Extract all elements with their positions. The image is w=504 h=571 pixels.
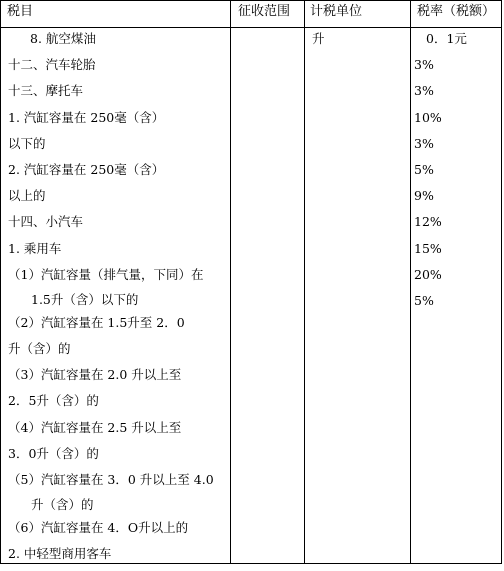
header-rate: 税率（税额） xyxy=(417,4,496,19)
item-line: 升（含）的 xyxy=(31,497,94,513)
item-line: 1. 汽缸容量在 250毫（含） xyxy=(8,109,165,125)
item-line: 十四、小汽车 xyxy=(8,214,84,230)
rate-value: 5% xyxy=(414,161,434,177)
item-line: 十二、汽车轮胎 xyxy=(8,57,96,73)
rate-value: 10% xyxy=(414,109,442,125)
rate-column xyxy=(414,29,467,317)
rate-value: 3% xyxy=(414,83,434,99)
header-item: 税目 xyxy=(7,4,34,19)
rate-value: 9% xyxy=(414,188,434,204)
item-line: （6）汽缸容量在 4．O升以上的 xyxy=(8,520,189,536)
item-line: （4）汽缸容量在 2.5 升以上至 xyxy=(8,419,182,435)
item-line: （5）汽缸容量在 3．0 升以上至 4.0 xyxy=(8,472,214,487)
item-line: （3）汽缸容量在 2.0 升以上至 xyxy=(8,367,182,383)
column-divider xyxy=(304,1,305,563)
rate-value: 12% xyxy=(414,214,442,230)
item-line: 2. 汽缸容量在 250毫（含） xyxy=(8,161,165,177)
item-line: （2）汽缸容量在 1.5升至 2．0 xyxy=(8,314,185,330)
item-line: 十三、摩托车 xyxy=(8,83,84,99)
item-line: 以下的 xyxy=(8,135,46,151)
column-divider xyxy=(410,1,411,563)
item-line: 2．5升（含）的 xyxy=(8,393,99,409)
item-line: 1.5升（含）以下的 xyxy=(31,291,139,307)
column-divider xyxy=(230,1,231,563)
unit-cell: 升 xyxy=(312,31,325,46)
header-unit: 计税单位 xyxy=(310,4,363,19)
item-line: 以上的 xyxy=(8,188,46,204)
rate-value: 15% xyxy=(414,240,442,256)
rate-value: 3% xyxy=(414,57,434,73)
item-column xyxy=(8,29,230,571)
rate-value: 5% xyxy=(414,292,434,308)
item-line: （1）汽缸容量（排气量，下同）在 xyxy=(8,266,204,282)
rate-value: 3% xyxy=(414,135,434,151)
item-line: 3．0升（含）的 xyxy=(8,445,99,461)
rate-value: 0．1元 xyxy=(426,31,467,46)
item-line: 升（含）的 xyxy=(8,341,71,357)
header-scope: 征收范围 xyxy=(238,4,291,19)
rate-value: 20% xyxy=(414,266,442,282)
header-divider xyxy=(1,27,501,28)
item-line: 2. 中轻型商用客车 xyxy=(8,546,112,562)
item-line: 8. 航空煤油 xyxy=(30,31,96,46)
item-line: 1. 乘用车 xyxy=(8,240,62,256)
